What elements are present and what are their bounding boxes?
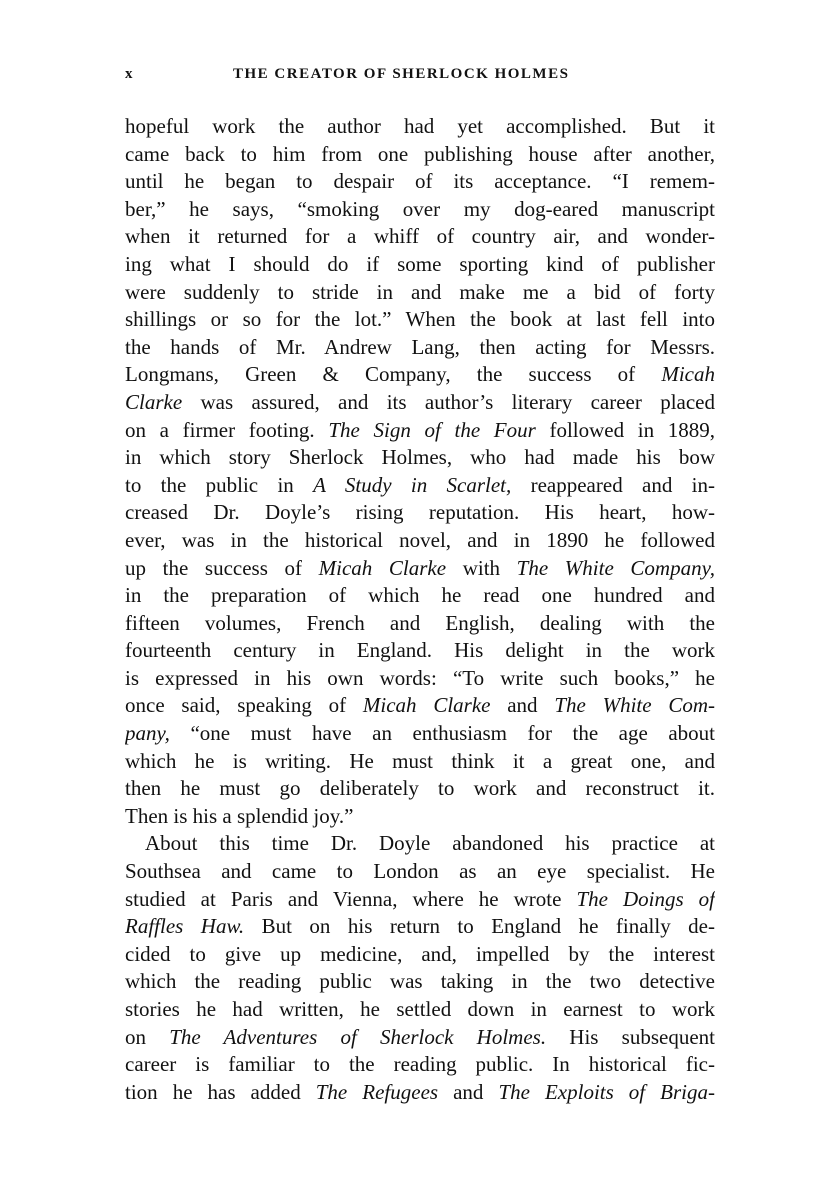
text-run: the hands of Mr. Andrew Lang, then acting for Messrs.	[125, 334, 715, 359]
text-run: cided to give up medicine, and, impelled by the interest	[125, 941, 715, 966]
text-line	[125, 141, 715, 169]
text-run: ever, was in the historical novel, and in 1890 he followed	[125, 527, 715, 552]
text-line	[125, 996, 715, 1024]
text-run: shillings or so for the lot.” When the book at last fell into	[125, 307, 715, 332]
text-line	[125, 1079, 715, 1107]
text-run: to the public in	[125, 472, 314, 497]
text-line	[125, 720, 715, 748]
italic-title: Clarke	[125, 389, 183, 414]
text-run: About this time Dr. Doyle abandoned his practice at	[145, 831, 715, 856]
italic-title: The Refugees	[315, 1079, 439, 1104]
text-line	[125, 168, 715, 196]
text-run: were suddenly to stride in and make me a bid of forty	[125, 279, 715, 304]
text-line	[125, 582, 715, 610]
text-line	[125, 913, 715, 941]
text-line	[125, 886, 715, 914]
text-run: career is familiar to the reading public. In historical fic-	[125, 1052, 715, 1077]
text-run: But on his return to England he finally de-	[244, 914, 715, 939]
text-run: in which story Sherlock Holmes, who had made his bow	[125, 445, 715, 470]
text-line	[125, 279, 715, 307]
text-run: was assured, and its author’s literary career placed	[182, 389, 715, 414]
text-run: and	[438, 1079, 499, 1104]
text-line	[125, 113, 715, 141]
book-page	[125, 66, 715, 1106]
text-run: then he must go deliberately to work and reconstruct it.	[125, 776, 715, 801]
text-line	[125, 499, 715, 527]
italic-title: Micah	[661, 362, 715, 387]
text-run: stories he had written, he settled down in earnest to work	[125, 997, 715, 1021]
text-line	[125, 306, 715, 334]
text-run: ing what I should do if some sporting kind of publisher	[125, 251, 715, 276]
text-run: with	[446, 555, 517, 580]
text-run: in the preparation of which he read one hundred and	[125, 583, 715, 608]
italic-title: Micah Clarke	[362, 693, 491, 718]
text-run: fifteen volumes, French and English, dealing with the	[125, 610, 715, 635]
text-line	[125, 775, 715, 803]
text-line	[125, 196, 715, 224]
paragraph	[125, 113, 715, 830]
body-text	[125, 113, 715, 1106]
text-line	[125, 1024, 715, 1052]
text-line	[125, 968, 715, 996]
text-line	[125, 334, 715, 362]
text-run: hopeful work the author had yet accomplished. But it	[125, 114, 715, 138]
text-run: Longmans, Green & Company, the success of	[125, 362, 662, 387]
text-line	[125, 858, 715, 886]
text-run: ber,” he says, “smoking over my dog-eared manuscript	[125, 196, 715, 221]
italic-title: The Exploits of Briga-	[498, 1079, 715, 1104]
italic-title: The Doings of	[576, 886, 715, 911]
text-run: Then is his a splendid joy.”	[125, 803, 354, 828]
text-run: until he began to despair of its acceptance. “I remem-	[125, 169, 715, 194]
text-run: which the reading public was taking in the two detective	[125, 969, 715, 994]
text-line	[125, 748, 715, 776]
text-run: is expressed in his own words: “To write such books,” he	[125, 665, 715, 690]
text-run: His subsequent	[546, 1024, 715, 1049]
text-run: on	[125, 1024, 170, 1049]
paragraph	[125, 830, 715, 1106]
italic-title: The Adventures of Sherlock Holmes.	[169, 1024, 547, 1049]
text-run: fourteenth century in England. His delight in the work	[125, 638, 715, 663]
text-run: which he is writing. He must think it a great one, and	[125, 748, 715, 773]
text-run: tion he has added	[125, 1079, 316, 1104]
italic-title: pany,	[125, 721, 170, 746]
text-run: and	[490, 693, 555, 718]
text-line	[125, 803, 715, 831]
text-run: came back to him from one publishing house after another,	[125, 141, 715, 166]
text-run: “one must have an enthusiasm for the age about	[169, 721, 715, 746]
page-number: x	[125, 66, 134, 82]
text-run: studied at Paris and Vienna, where he wrote	[125, 886, 577, 911]
text-line	[125, 251, 715, 279]
text-run: up the success of	[125, 555, 319, 580]
text-line	[125, 692, 715, 720]
text-line	[125, 389, 715, 417]
text-line	[125, 527, 715, 555]
text-run: reappeared and in-	[511, 472, 715, 497]
text-line	[125, 444, 715, 472]
text-line	[125, 223, 715, 251]
text-run: on a firmer footing.	[125, 417, 329, 442]
italic-title: The White Com-	[554, 693, 715, 718]
running-title: THE CREATOR OF SHERLOCK HOLMES	[233, 66, 570, 82]
text-line	[125, 610, 715, 638]
italic-title: A Study in Scarlet,	[313, 472, 512, 497]
text-line	[125, 361, 715, 389]
text-line	[125, 555, 715, 583]
text-run: Southsea and came to London as an eye specialist. He	[125, 859, 715, 884]
italic-title: Raffles Haw.	[125, 914, 245, 939]
text-line	[125, 417, 715, 445]
text-line	[125, 637, 715, 665]
italic-title: The Sign of the Four	[328, 417, 536, 442]
italic-title: Micah Clarke	[318, 555, 447, 580]
text-line	[125, 941, 715, 969]
text-run: followed in 1889,	[535, 417, 715, 442]
running-head	[125, 66, 715, 94]
text-line	[125, 830, 715, 858]
text-line	[125, 665, 715, 693]
text-run: creased Dr. Doyle’s rising reputation. His heart, how-	[125, 500, 715, 525]
text-line	[125, 472, 715, 500]
italic-title: The White Company,	[516, 555, 715, 580]
text-line	[125, 1051, 715, 1079]
text-run: once said, speaking of	[125, 693, 363, 718]
text-run: when it returned for a whiff of country air, and wonder-	[125, 224, 715, 249]
